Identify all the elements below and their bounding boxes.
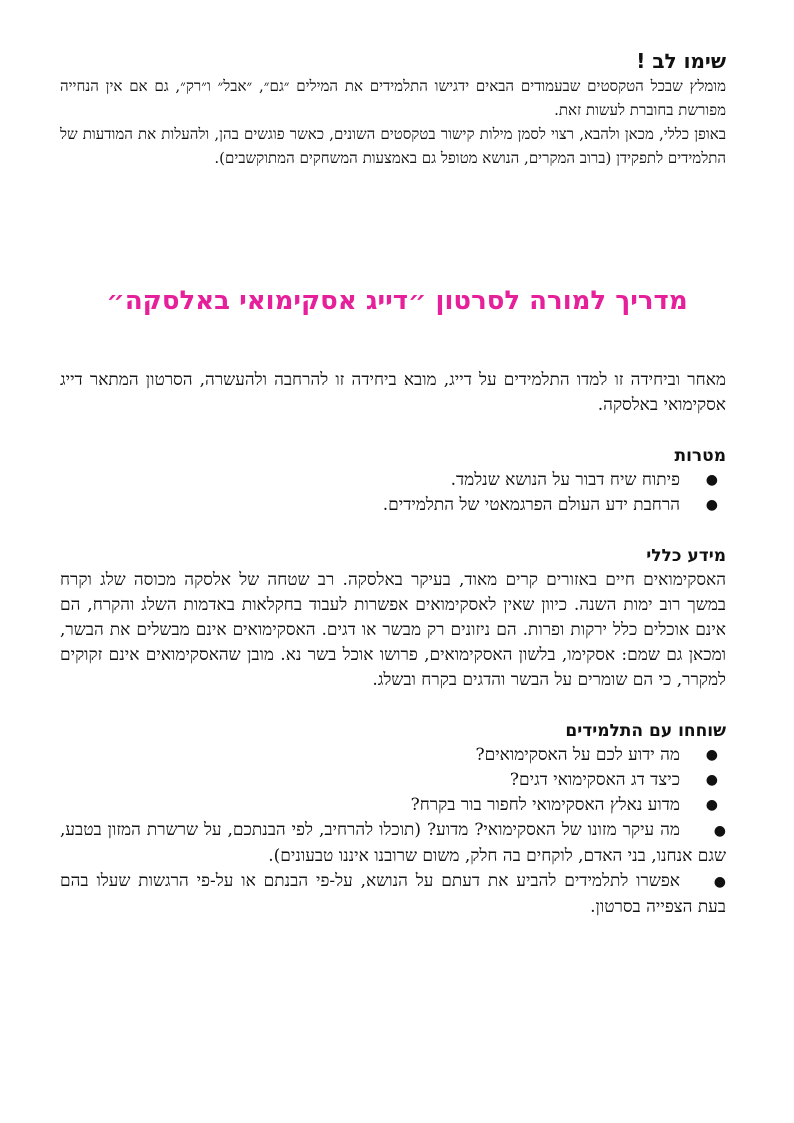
bullet-icon: ●: [713, 874, 726, 890]
question-text: מה ידוע לכם על האסקימואים?: [475, 745, 680, 765]
note-title: שימו לב !: [636, 49, 726, 73]
note-paragraph-2: באופן כללי, מכאן ולהבא, רצוי לסמן מילות קישור בטקסטים השונים, כאשר פוגשים בהן, ולהעלות את המודעות של התלמידים לתפקידן (ברוב המקרים, הנושא מטופל גם באמצעות המשחקים המתוקשבים).: [60, 125, 726, 167]
bullet-icon: ●: [705, 747, 718, 763]
goal-text: הרחבת ידע העולם הפרגמאטי של התלמידים.: [382, 495, 680, 515]
list-item: [60, 818, 726, 869]
goal-text: פיתוח שיח דבור על הנושא שנלמד.: [450, 470, 680, 490]
bullet-icon: ●: [705, 797, 718, 813]
intro-paragraph: מאחר וביחידה זו למדו התלמידים על דייג, מובא ביחידה זו להרחבה ולהעשרה, הסרטון המתאר דייג אסקימואי באלסקה.: [60, 370, 726, 415]
main-title: מדריך למורה לסרטון ״דייג אסקימואי באלסקה״: [106, 286, 688, 316]
question-text: מדוע נאלץ האסקימואי לחפור בור בקרח?: [410, 795, 680, 815]
general-info-heading: מידע כללי: [646, 546, 726, 566]
discussion-section: [60, 719, 726, 920]
bullet-icon: ●: [705, 497, 718, 513]
discussion-heading: שוחחו עם התלמידים: [565, 721, 726, 741]
note-paragraph-1: מומלץ שבכל הטקסטים שבעמודים הבאים ידגישו התלמידים את המילים ״גם״, ״אבל״ ו״רק״, גם אם אין הנחייה מפורשת בחוברת לעשות זאת.: [60, 77, 726, 119]
discussion-list: [60, 743, 726, 920]
list-item: [60, 468, 726, 493]
list-item: [60, 743, 726, 768]
general-info-text: האסקימואים חיים באזורים קרים מאוד, בעיקר באלסקה. רב שטחה של אלסקה מכוסה שלג וקרח במשך רוב ימות השנה. כיוון שאין לאסקימואים אפשרות לעבוד בחקלאות באדמות השלג והקרח, הם אינם אוכלים כלל ירקות ופרות. הם ניזונים רק מבשר או דגים. האסקימואים אינם מבשלים את הבשר, ומכאן גם שמם: אסקימו, בלשון האסקימואים, פרושו אוכל בשר נא. מובן שהאסקימואים אינם זקוקים למקרר, כי הם שומרים על הבשר והדגים בקרח ובשלג.: [60, 570, 726, 690]
list-item: [60, 793, 726, 818]
goals-section: [60, 444, 726, 518]
guide-body: [60, 368, 726, 920]
question-text: אפשרו לתלמידים להביע את דעתם על הנושא, על-פי הבנתם או על-פי הרגשות שעלו בהם בעת הצפייה בסרטון.: [60, 871, 726, 917]
general-info-section: [60, 544, 726, 693]
bullet-icon: ●: [705, 772, 718, 788]
bullet-icon: ●: [713, 823, 726, 839]
question-text: מה עיקר מזונו של האסקימואי? מדוע? (תוכלו להרחיב, לפי הבנתכם, על שרשרת המזון בטבע, שגם אנחנו, בני האדם, לוקחים בה חלק, משום שרובנו איננו טבעונים).: [60, 820, 726, 866]
goals-heading: מטרות: [674, 446, 726, 466]
goals-list: [60, 468, 726, 518]
note-section: [60, 48, 726, 170]
list-item: [60, 768, 726, 793]
list-item: [60, 869, 726, 920]
question-text: כיצד דג האסקימואי דגים?: [509, 770, 680, 790]
bullet-icon: ●: [705, 472, 718, 488]
list-item: [60, 493, 726, 518]
